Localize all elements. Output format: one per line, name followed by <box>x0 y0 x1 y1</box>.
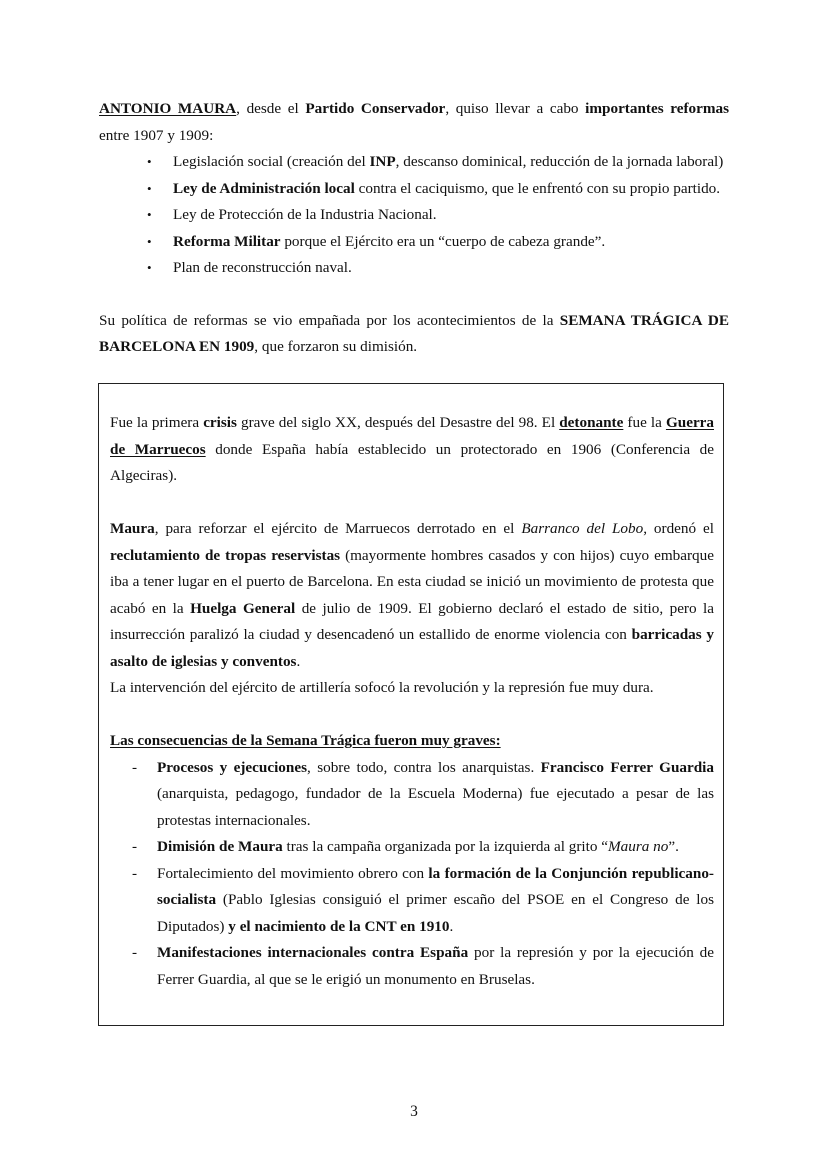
semana-tragica-box <box>98 383 724 1026</box>
dash-icon: - <box>132 758 138 776</box>
crisis-paragraph <box>110 410 714 490</box>
text: , descanso dominical, reducción de la jornada laboral) <box>395 153 724 170</box>
intro-section <box>99 96 729 361</box>
bold-text: Manifestaciones internacionales contra España <box>157 944 469 961</box>
bold-text: Maura <box>110 520 155 537</box>
list-item <box>99 176 729 203</box>
bullet-icon: • <box>147 207 152 222</box>
reforms-bold: importantes reformas <box>585 100 729 117</box>
bold-text: Dimisión de Maura <box>157 838 283 855</box>
bold-text: y el nacimiento de la CNT en 1910 <box>228 917 450 935</box>
bullet-icon: • <box>147 154 152 169</box>
text: porque el Ejército era un “cuerpo de cabeza grande”. <box>280 232 606 250</box>
bold-text: la formación de la Conjunción republicano-socialista <box>157 864 714 908</box>
intro-paragraph <box>99 96 729 149</box>
list-item <box>99 202 729 229</box>
spacer <box>110 702 714 729</box>
dash-icon: - <box>132 944 138 961</box>
reforms-list <box>99 149 729 282</box>
inp-bold: INP <box>369 153 396 170</box>
text: Plan de reconstrucción naval. <box>173 259 352 276</box>
bold-text: Reforma Militar <box>173 232 281 250</box>
bullet-icon: • <box>147 260 152 275</box>
text: fue la <box>623 414 666 431</box>
box-content <box>110 410 714 993</box>
text: (mayormente hombres casados y con hijos) cuyo embarque iba a tener lugar en el puerto de Barcelona. En esta ciudad se inició un movimiento de protesta que acabó en la <box>110 546 714 617</box>
text: (Pablo Iglesias consiguió el primer escaño del PSOE en el Congreso de los Diputados) <box>157 891 714 935</box>
italic-text: Barranco del Lobo <box>521 520 644 537</box>
bold-text: reclutamiento de tropas reservistas <box>110 546 341 564</box>
bold-text: Procesos y ejecuciones <box>157 758 307 776</box>
maura-paragraph <box>110 516 714 675</box>
text: (anarquista, pedagogo, fundador de la Escuela Moderna) fue ejecutado a pesar de las protestas internacionales. <box>157 785 714 829</box>
repression-paragraph: La intervención del ejército de artillería sofocó la revolución y la represión fue muy dura. <box>110 679 654 696</box>
text: . <box>449 917 454 935</box>
list-item <box>110 940 714 993</box>
bold-text: Ley de Administración local <box>173 179 355 197</box>
consequences-heading <box>110 728 714 755</box>
guerra-underlined: Guerra de Marruecos <box>110 414 715 458</box>
text: Su política de reformas se vio empañada por los acontecimientos de la <box>99 311 560 329</box>
bold-text: barricadas y asalto de iglesias y conventos <box>110 626 715 670</box>
dash-icon: - <box>132 864 138 882</box>
bold-text: Francisco Ferrer Guardia <box>540 758 714 776</box>
list-item <box>99 229 729 256</box>
text: , para reforzar el ejército de Marruecos derrotado en el <box>154 520 522 537</box>
bold-text: SEMANA TRÁGICA DE BARCELONA EN 1909 <box>99 311 730 355</box>
detonante-underlined: detonante <box>559 414 624 431</box>
page-number: 3 <box>410 1103 418 1120</box>
text: Ley de Protección de la Industria Nacional. <box>173 206 437 223</box>
bullet-icon: • <box>147 233 152 249</box>
party-name: Partido Conservador <box>305 100 446 117</box>
text: donde España había establecido un protectorado en 1906 (Conferencia de Algeciras). <box>110 440 715 484</box>
list-item <box>110 755 714 835</box>
text: , desde el <box>236 100 306 117</box>
bold-text: Huelga General <box>190 599 296 617</box>
spacer <box>110 490 714 517</box>
text: entre 1907 y 1909: <box>99 126 214 144</box>
consequences-list <box>110 755 714 994</box>
text: por la represión y por la ejecución de Ferrer Guardia, al que se le erigió un monumento en Bruselas. <box>157 944 714 988</box>
text: , quiso llevar a cabo <box>445 100 586 117</box>
summary-paragraph <box>99 308 729 361</box>
text: , sobre todo, contra los anarquistas. <box>307 758 541 776</box>
text: , ordenó el <box>643 520 715 537</box>
text: de julio de 1909. El gobierno declaró el estado de sitio, pero la insurrección paralizó la ciudad y desencadenó un estallido de enorme violencia con <box>110 599 714 643</box>
bold-text: crisis <box>203 414 237 431</box>
text: , que forzaron su dimisión. <box>254 338 418 355</box>
bullet-icon: • <box>147 180 152 196</box>
maura-name: ANTONIO MAURA <box>99 100 237 117</box>
list-item <box>110 834 714 861</box>
text: . <box>296 652 301 670</box>
text: tras la campaña organizada por la izquierda al grito “ <box>282 838 608 855</box>
text: contra el caciquismo, que le enfrentó con su propio partido. <box>354 179 721 197</box>
list-item <box>99 255 729 282</box>
heading-text: Las consecuencias de la Semana Trágica fueron muy graves: <box>110 732 501 749</box>
text: Fortalecimiento del movimiento obrero con <box>157 864 429 882</box>
text: Fue la primera <box>110 414 204 431</box>
italic-text: Maura no <box>608 838 669 855</box>
dash-icon: - <box>132 838 138 855</box>
text: Legislación social (creación del <box>173 153 370 170</box>
text: grave del siglo XX, después del Desastre del 98. El <box>236 414 560 431</box>
list-item <box>110 861 714 941</box>
text: ”. <box>668 838 679 855</box>
list-item <box>99 149 729 176</box>
